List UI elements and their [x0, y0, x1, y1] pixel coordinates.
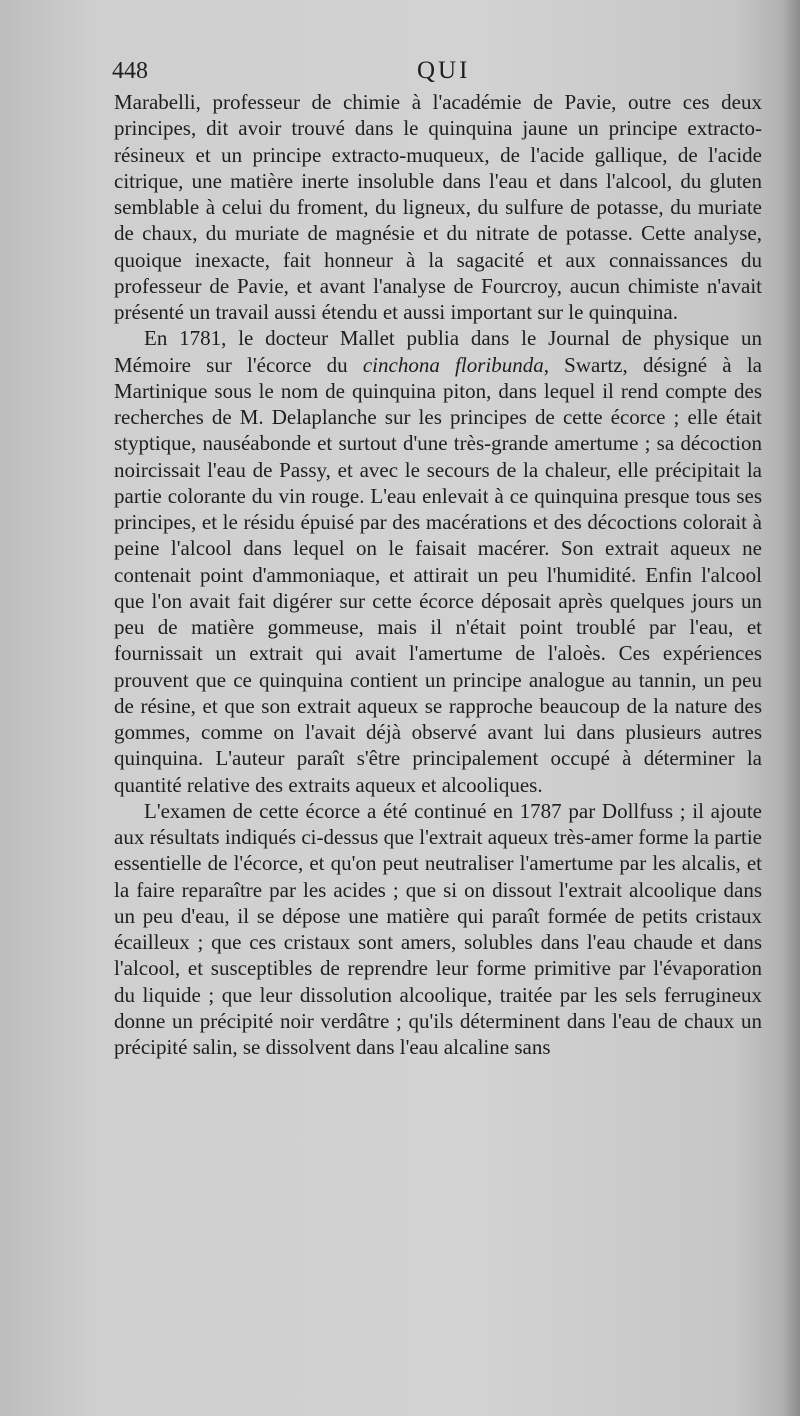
page-number: 448: [112, 58, 148, 84]
page-edge-shadow: [782, 0, 800, 1416]
paragraph-mallet-part-2: , Swartz, désigné à la Martinique sous le nom de quinquina piton, dans lequel il rend compte des recherches de M. Delaplanche sur les principes de cette écorce ; elle était styptique, nauséabonde et surtout d'une très-grande amertume ; sa décoction noircissait l'eau de Passy, et avec le secours de la chaleur, elle précipitait la partie colorante du vin rouge. L'eau enlevait à ce quinquina presque tous ses principes, et le résidu épuisé par des macérations et des décoctions colorait à peine l'alcool dans lequel on le faisait macérer. Son extrait aqueux ne contenait point d'ammoniaque, et attirait un peu l'humidité. Enfin l'alcool que l'on avait fait digérer sur cette écorce déposait après quelques jours un peu de matière gommeuse, mais il n'était point troublé par l'eau, et fournissait un extrait qui avait l'amertume de l'aloès. Ces expériences prouvent que ce quinquina contient un principe analogue au tannin, un peu de résine, et que son extrait aqueux se rapproche beaucoup de la nature des gommes, comme on l'avait déjà observé avant lui dans plusieurs autres quinquina. L'auteur paraît s'être principalement occupé à déterminer la quantité relative des extraits aqueux et alcooliques.: [114, 352, 762, 797]
paragraph-marabelli: Marabelli, professeur de chimie à l'académie de Pavie, outre ces deux principes, dit avoir trouvé dans le quinquina jaune un principe extracto-résineux et un principe extracto-muqueux, de l'acide gallique, de l'acide citrique, une matière inerte insoluble dans l'eau et dans l'alcool, du gluten semblable à celui du froment, du ligneux, du sulfure de potasse, du muriate de chaux, du muriate de magnésie et du nitrate de potasse. Cette analyse, quoique inexacte, fait honneur à la sagacité et aux connaissances du professeur de Pavie, et avant l'analyse de Fourcroy, aucun chimiste n'avait présenté un travail aussi étendu et aussi important sur le quinquina.: [114, 90, 762, 324]
page-header: [112, 54, 762, 88]
body-text: [114, 89, 762, 1060]
running-head: QUI: [417, 57, 471, 84]
paragraph-mallet: [114, 325, 762, 798]
paragraph-mallet-part-1: En 1781, le docteur Mallet publia dans le Journal de physique un Mémoire sur l'écorce du: [114, 326, 762, 377]
species-name-italic: cinchona floribunda: [362, 352, 544, 377]
paragraph-dollfuss: L'examen de cette écorce a été continué en 1787 par Dollfuss ; il ajoute aux résultats indiqués ci-dessus que l'extrait aqueux très-amer forme la partie essentielle de l'écorce, et qu'on peut neutraliser l'amertume par les alcalis, et la faire reparaître par les acides ; que si on dissout l'extrait alcoolique dans un peu d'eau, il se dépose une matière qui paraît formée de petits cristaux écailleux ; que ces cristaux sont amers, solubles dans l'eau chaude et dans l'alcool, et susceptibles de reprendre leur forme primitive par l'évaporation du liquide ; que leur dissolution alcoolique, traitée par les sels ferrugineux donne un précipité noir verdâtre ; qu'ils déterminent dans l'eau de chaux un précipité salin, se dissolvent dans l'eau alcaline sans: [114, 798, 762, 1059]
